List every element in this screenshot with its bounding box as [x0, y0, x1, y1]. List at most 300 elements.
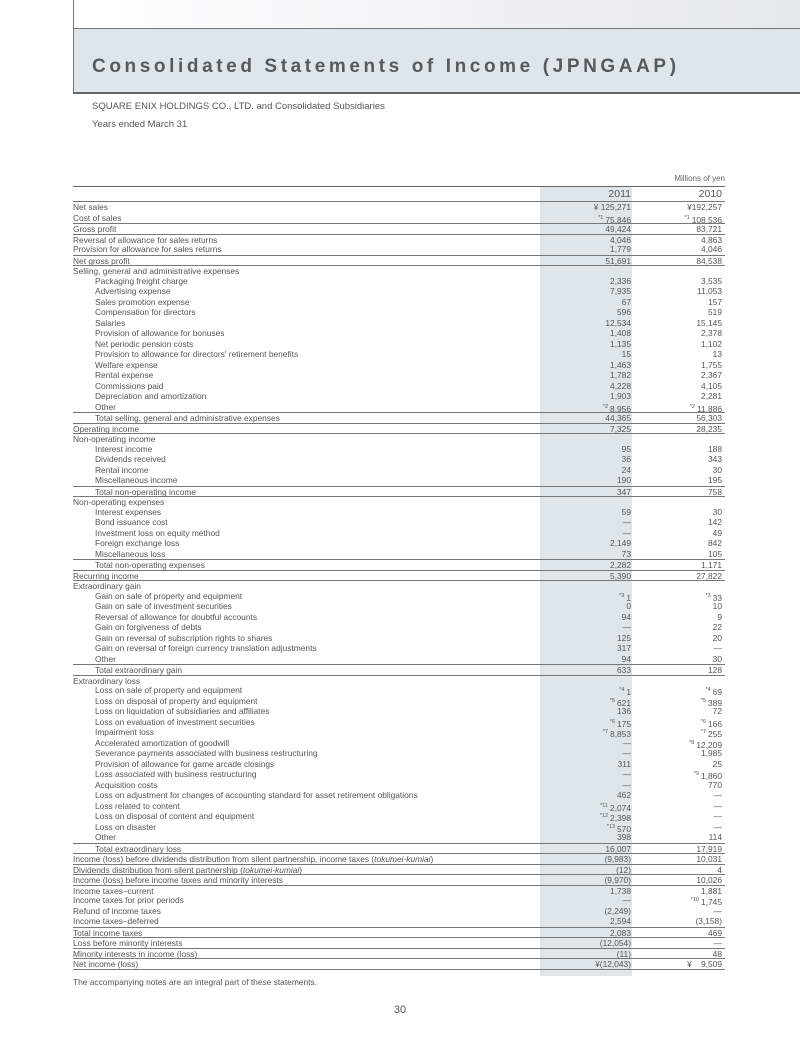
value-text: —: [622, 779, 631, 790]
value-text: 33: [712, 592, 722, 603]
value-text: —: [622, 748, 631, 758]
total-row: [73, 664, 725, 675]
page-number: 30: [393, 1004, 407, 1016]
row-label: [95, 717, 255, 728]
value-text: 347: [617, 486, 631, 497]
row-label-text: Gross profit: [73, 224, 117, 234]
row-label: [95, 633, 272, 644]
value-text: 317: [617, 643, 631, 653]
footnote-marker: *13: [606, 823, 616, 830]
footnote-marker: *5: [700, 697, 707, 704]
period-label: Years ended March 31: [92, 119, 188, 130]
value-2010: [713, 601, 722, 612]
row-label-text: Other: [95, 832, 116, 842]
value-text: —: [622, 737, 631, 748]
table-row: [73, 549, 725, 560]
row-label: [95, 612, 257, 623]
row-label: [95, 402, 116, 413]
value-text: 83,721: [696, 224, 722, 234]
value-2011: [622, 454, 631, 465]
value-2011: [617, 643, 631, 654]
value-text: ¥(12,043): [595, 959, 631, 969]
row-label: [95, 507, 161, 518]
row-label-text: Loss on adjustment for changes of accounting standard for asset retirement obligations: [95, 790, 418, 800]
value-2010: [714, 643, 722, 654]
row-label: [95, 748, 318, 759]
value-2010: [687, 959, 722, 970]
value-text: 2,149: [610, 538, 631, 548]
value-2010: [713, 759, 722, 770]
table-row: [73, 244, 725, 255]
row-label-text: Recurring income: [73, 570, 139, 581]
value-text: 1,985: [701, 748, 722, 758]
value-text: 10,031: [696, 854, 722, 864]
value-2010: [713, 465, 722, 476]
table-row: [73, 727, 725, 738]
row-label-text: Loss on sale of property and equipment: [95, 685, 243, 695]
value-text: 0: [626, 601, 631, 611]
value-text: 621: [617, 697, 631, 708]
row-label-text: Impairment loss: [95, 727, 155, 737]
value-text: 49,424: [605, 224, 631, 234]
row-label-text: Operating income: [73, 423, 140, 434]
value-text: 24: [621, 464, 631, 475]
row-label-text: Dividends received: [95, 454, 166, 464]
value-text: 105: [708, 548, 722, 559]
row-label: [95, 475, 177, 486]
company-name: SQUARE ENIX HOLDINGS CO., LTD. and Consolidated Subsidiaries: [92, 101, 385, 112]
value-2011: [617, 475, 631, 486]
row-label: [73, 213, 121, 224]
value-text: 2,281: [701, 391, 722, 401]
value-2011: [622, 297, 631, 308]
value-2010: [708, 307, 722, 318]
value-text: 20: [712, 632, 722, 643]
value-text: 519: [708, 307, 722, 317]
value-2010: [701, 360, 722, 371]
value-text: 9: [717, 611, 722, 622]
value-text: 51,691: [605, 255, 631, 266]
table-row: [73, 696, 725, 707]
value-2011: [610, 916, 631, 927]
footnote-marker: *7: [602, 729, 609, 735]
table-header-row: [73, 187, 725, 202]
value-text: ¥ 9,509: [687, 959, 722, 969]
value-text: 188: [708, 443, 722, 454]
value-text: 570: [617, 823, 631, 834]
table-row: [73, 622, 725, 633]
value-2010: [713, 633, 722, 644]
row-label: [95, 528, 220, 539]
value-text: 2,367: [701, 370, 722, 380]
value-2011: [610, 360, 631, 371]
row-label-text: Income taxes–current: [73, 885, 154, 896]
table-row: [73, 328, 725, 339]
value-2010: [713, 507, 722, 518]
table-row: [73, 297, 725, 308]
value-2011: [610, 286, 631, 297]
table-row: [73, 916, 725, 927]
value-2011: [610, 339, 631, 350]
footnote-marker: *4: [705, 687, 711, 693]
value-text: 67: [621, 296, 631, 307]
footer-note: The accompanying notes are an integral part of these statements.: [73, 977, 317, 987]
row-label-text: Non-operating income: [73, 434, 156, 444]
value-2010: [701, 328, 722, 339]
value-text: 4,046: [610, 234, 631, 245]
table-row: [73, 465, 725, 476]
value-text: 69: [712, 686, 722, 697]
value-2010: [701, 381, 722, 392]
value-text: 1,779: [610, 244, 631, 254]
value-text: 398: [617, 832, 631, 842]
footnote-marker: *10: [690, 897, 700, 903]
row-label: [95, 780, 157, 791]
row-label-suffix: ): [299, 864, 303, 875]
value-text: 1,408: [610, 328, 631, 338]
value-2011: [623, 517, 631, 528]
row-label: [95, 328, 224, 339]
row-label-text: Interest income: [95, 443, 153, 454]
row-label-text: Gain on sale of property and equipment: [95, 590, 243, 601]
value-text: 343: [708, 454, 722, 464]
total-row: [73, 937, 725, 948]
row-label-text: Selling, general and administrative expenses: [73, 266, 240, 276]
value-text: (9,970): [604, 875, 631, 885]
row-label-text: Reversal of allowance for sales returns: [73, 234, 218, 245]
row-label: [95, 591, 242, 602]
table-row: [73, 906, 725, 917]
value-2010: [708, 475, 722, 486]
row-label-text: Loss on evaluation of investment securities: [95, 716, 255, 727]
row-label-text: Net periodic pension costs: [95, 338, 194, 349]
row-label-text: Income taxes for prior periods: [73, 895, 184, 905]
total-row: [73, 958, 725, 970]
value-text: 15,145: [696, 317, 722, 328]
value-2010: [714, 811, 722, 822]
row-label-italic: tokumei-kumiai: [374, 854, 431, 864]
row-label-text: Advertising expense: [95, 286, 171, 296]
row-label-text: Rental income: [95, 464, 149, 475]
value-2010: [701, 391, 722, 402]
table-row: [73, 454, 725, 465]
table-row: [73, 507, 725, 518]
value-text: 2,336: [610, 275, 631, 286]
row-label-text: Packaging freight charge: [95, 275, 188, 286]
value-text: (3,158): [695, 916, 722, 926]
row-label: [95, 286, 170, 297]
row-label: [95, 360, 158, 371]
row-label-text: Depreciation and amortization: [95, 391, 207, 401]
value-text: 2,083: [610, 927, 631, 938]
value-text: 4,046: [701, 244, 722, 254]
value-text: 84,538: [696, 255, 722, 266]
row-label: [95, 801, 180, 812]
row-label: [95, 696, 258, 707]
table-row: [73, 780, 725, 791]
value-text: 44,365: [605, 413, 631, 423]
value-2011: [610, 370, 631, 381]
value-2011: [610, 538, 631, 549]
row-label-text: Rental expense: [95, 370, 154, 380]
row-label: [95, 738, 229, 749]
value-text: 1,881: [701, 885, 722, 896]
value-2011: [610, 244, 631, 255]
row-label-text: Total selling, general and administrative expenses: [95, 413, 280, 423]
income-statement-table: [73, 186, 725, 970]
value-text: 10: [712, 601, 722, 611]
value-text: 770: [708, 779, 722, 790]
row-label-text: Miscellaneous income: [95, 475, 178, 485]
page-title: Consolidated Statements of Income (JPNGAAP): [92, 56, 680, 77]
row-label-text: Provision of allowance for game arcade closings: [95, 758, 275, 769]
value-2010: [713, 349, 722, 360]
footnote-marker: *6: [609, 718, 616, 725]
row-label-text: Bond issuance cost: [95, 517, 168, 527]
value-2011: [610, 276, 631, 287]
value-2011: [623, 895, 631, 906]
footnote-marker: *3: [705, 592, 711, 599]
value-2010: [695, 916, 722, 927]
table-row: [73, 286, 725, 297]
footnote-marker: *12: [599, 813, 609, 819]
value-2011: [622, 654, 631, 665]
value-2011: [622, 444, 631, 455]
value-2010: [713, 654, 722, 665]
row-label-text: Extraordinary gain: [73, 581, 141, 591]
value-text: 255: [708, 728, 722, 739]
row-label-text: Total non-operating expenses: [95, 560, 205, 570]
row-label: [73, 202, 108, 213]
value-text: 12,534: [605, 317, 631, 328]
value-text: 5,390: [610, 570, 631, 581]
value-2011: [622, 349, 631, 360]
value-2011: [617, 633, 631, 644]
value-2010: [701, 339, 722, 350]
value-text: 72: [712, 706, 722, 716]
value-text: 1,755: [701, 359, 722, 370]
row-label-text: Loss on disposal of content and equipment: [95, 811, 255, 821]
row-label-text: Gain on sale of investment securities: [95, 601, 232, 611]
footnote-marker: *2: [689, 403, 695, 410]
row-label-text: Total extraordinary loss: [95, 843, 182, 854]
value-text: 2,378: [701, 328, 722, 338]
value-text: 8,956: [610, 403, 631, 414]
row-label: [95, 391, 206, 402]
value-text: 56,303: [696, 413, 722, 423]
row-label-text: Loss on liquidation of subsidiaries and affiliates: [95, 706, 270, 716]
row-label-text: Acquisition costs: [95, 779, 158, 790]
value-text: 4,228: [610, 380, 631, 391]
row-label-text: Net sales: [73, 202, 108, 212]
value-2010: [697, 286, 722, 297]
value-text: 2,398: [610, 812, 631, 823]
row-label-text: Other: [95, 653, 116, 664]
value-text: 2,074: [610, 802, 631, 813]
row-label: [95, 654, 116, 665]
section-header-row: [73, 675, 725, 686]
total-row: [73, 412, 725, 423]
value-text: 30: [712, 653, 722, 664]
value-2010: [714, 822, 722, 833]
row-label: [95, 759, 274, 770]
value-2011: [617, 790, 631, 801]
value-2010: [717, 612, 722, 623]
row-label-text: Cost of sales: [73, 212, 122, 223]
table-row: [73, 759, 725, 770]
row-label-text: Accelerated amortization of goodwill: [95, 737, 230, 748]
row-label: [95, 318, 125, 329]
row-label: [95, 454, 166, 465]
value-2010: [687, 202, 722, 213]
row-label: [95, 769, 257, 780]
row-label-text: Gain on reversal of foreign currency translation adjustments: [95, 643, 317, 653]
value-2010: [714, 801, 722, 812]
value-text: 13: [712, 349, 722, 359]
row-label: [95, 370, 153, 381]
value-2011: [623, 780, 631, 791]
row-label-text: Income (loss) before income taxes and minority interests: [73, 875, 283, 885]
row-label: [95, 276, 188, 287]
value-text: ¥192,257: [687, 202, 722, 212]
value-text: —: [713, 938, 722, 948]
value-text: 596: [617, 307, 631, 317]
value-text: 7,325: [610, 423, 631, 434]
value-2010: [708, 444, 722, 455]
value-text: 128: [708, 665, 722, 675]
value-2011: [595, 959, 631, 970]
value-text: 1,738: [610, 885, 631, 896]
header-top-panel: [73, 0, 800, 28]
footnote-marker: *4: [619, 687, 625, 693]
table-row: [73, 475, 725, 486]
value-text: 1,463: [610, 359, 631, 370]
footnote-marker: *8: [689, 739, 695, 746]
value-2010: [713, 706, 722, 717]
value-text: 7,935: [610, 286, 631, 296]
row-label: [95, 307, 196, 318]
value-text: 2,282: [610, 560, 631, 570]
value-text: 136: [617, 706, 631, 716]
value-text: ¥ 125,271: [593, 202, 631, 212]
value-text: 10,026: [696, 875, 722, 885]
value-text: 59: [621, 506, 631, 517]
total-row: [73, 885, 725, 896]
row-label-text: Other: [95, 401, 116, 412]
row-label-text: Non-operating expenses: [73, 497, 165, 507]
table-row: [73, 790, 725, 801]
value-text: 28,235: [696, 423, 722, 434]
table-row: [73, 307, 725, 318]
row-label: [73, 906, 161, 917]
row-label-italic: tokumei-kumiai: [242, 864, 300, 875]
row-label-text: Loss associated with business restructuring: [95, 769, 257, 779]
row-label: [73, 244, 222, 255]
row-label-text: Severance payments associated with business restructuring: [95, 748, 318, 758]
value-text: 190: [617, 475, 631, 485]
total-row: [73, 927, 725, 938]
table-row: [73, 360, 725, 371]
table-row: [73, 339, 725, 350]
table-row: [73, 685, 725, 696]
table-row: [73, 633, 725, 644]
table-row: [73, 748, 725, 759]
value-2010: [708, 538, 722, 549]
row-label: [95, 685, 242, 696]
value-text: (12): [616, 864, 631, 875]
value-text: 49: [712, 527, 722, 538]
row-label-text: Dividends distribution from silent partnership (: [73, 864, 243, 875]
value-text: 30: [712, 506, 722, 517]
value-text: (11): [616, 948, 631, 959]
row-label-text: Extraordinary loss: [73, 675, 141, 686]
table-row: [73, 349, 725, 360]
table-row: [73, 717, 725, 728]
row-label-text: Total non-operating income: [95, 486, 197, 497]
row-label-text: Commissions paid: [95, 380, 164, 391]
value-text: 16,007: [605, 843, 631, 854]
value-2011: [610, 391, 631, 402]
table-row: [73, 769, 725, 780]
value-text: 4,105: [701, 380, 722, 391]
row-label-text: Miscellaneous loss: [95, 548, 166, 559]
value-2011: [623, 622, 631, 633]
value-2010: [714, 790, 722, 801]
value-text: 22: [712, 622, 722, 632]
table-row: [73, 612, 725, 623]
value-text: 94: [621, 653, 631, 664]
value-text: 48: [712, 948, 722, 959]
value-text: 25: [712, 758, 722, 769]
value-text: 75,846: [605, 214, 631, 225]
row-label: [95, 822, 156, 833]
footnote-marker: *2: [602, 403, 609, 410]
value-text: 1: [626, 592, 631, 603]
value-2010: [701, 748, 722, 759]
row-label-text: Loss on disposal of property and equipment: [95, 695, 258, 706]
value-2011: [617, 706, 631, 717]
value-text: 4: [717, 864, 722, 875]
table-row: [73, 444, 725, 455]
value-2011: [605, 318, 631, 329]
table-row: [73, 895, 725, 906]
value-2010: [708, 517, 722, 528]
row-label-suffix: ): [430, 854, 434, 864]
total-row: [73, 223, 725, 234]
value-2010: [708, 297, 722, 308]
table-row: [73, 822, 725, 833]
value-2011: [604, 906, 631, 917]
value-text: —: [622, 622, 631, 632]
value-text: 166: [708, 718, 722, 729]
value-text: 94: [621, 611, 631, 622]
footnote-marker: *1: [684, 214, 690, 221]
value-text: 8,853: [610, 728, 631, 739]
row-label-text: Interest expenses: [95, 506, 162, 517]
value-text: 633: [617, 665, 631, 675]
value-text: —: [622, 769, 631, 779]
row-label-text: Loss before minority interests: [73, 938, 183, 948]
total-row: [73, 853, 725, 864]
row-label-text: Foreign exchange loss: [95, 538, 180, 548]
row-label-text: Provision of allowance for bonuses: [95, 328, 225, 338]
row-label: [95, 643, 317, 654]
value-text: 30: [712, 464, 722, 475]
value-text: —: [713, 643, 722, 653]
row-label-text: Loss related to content: [95, 800, 180, 811]
value-text: 1,135: [610, 338, 631, 349]
table-row: [73, 601, 725, 612]
